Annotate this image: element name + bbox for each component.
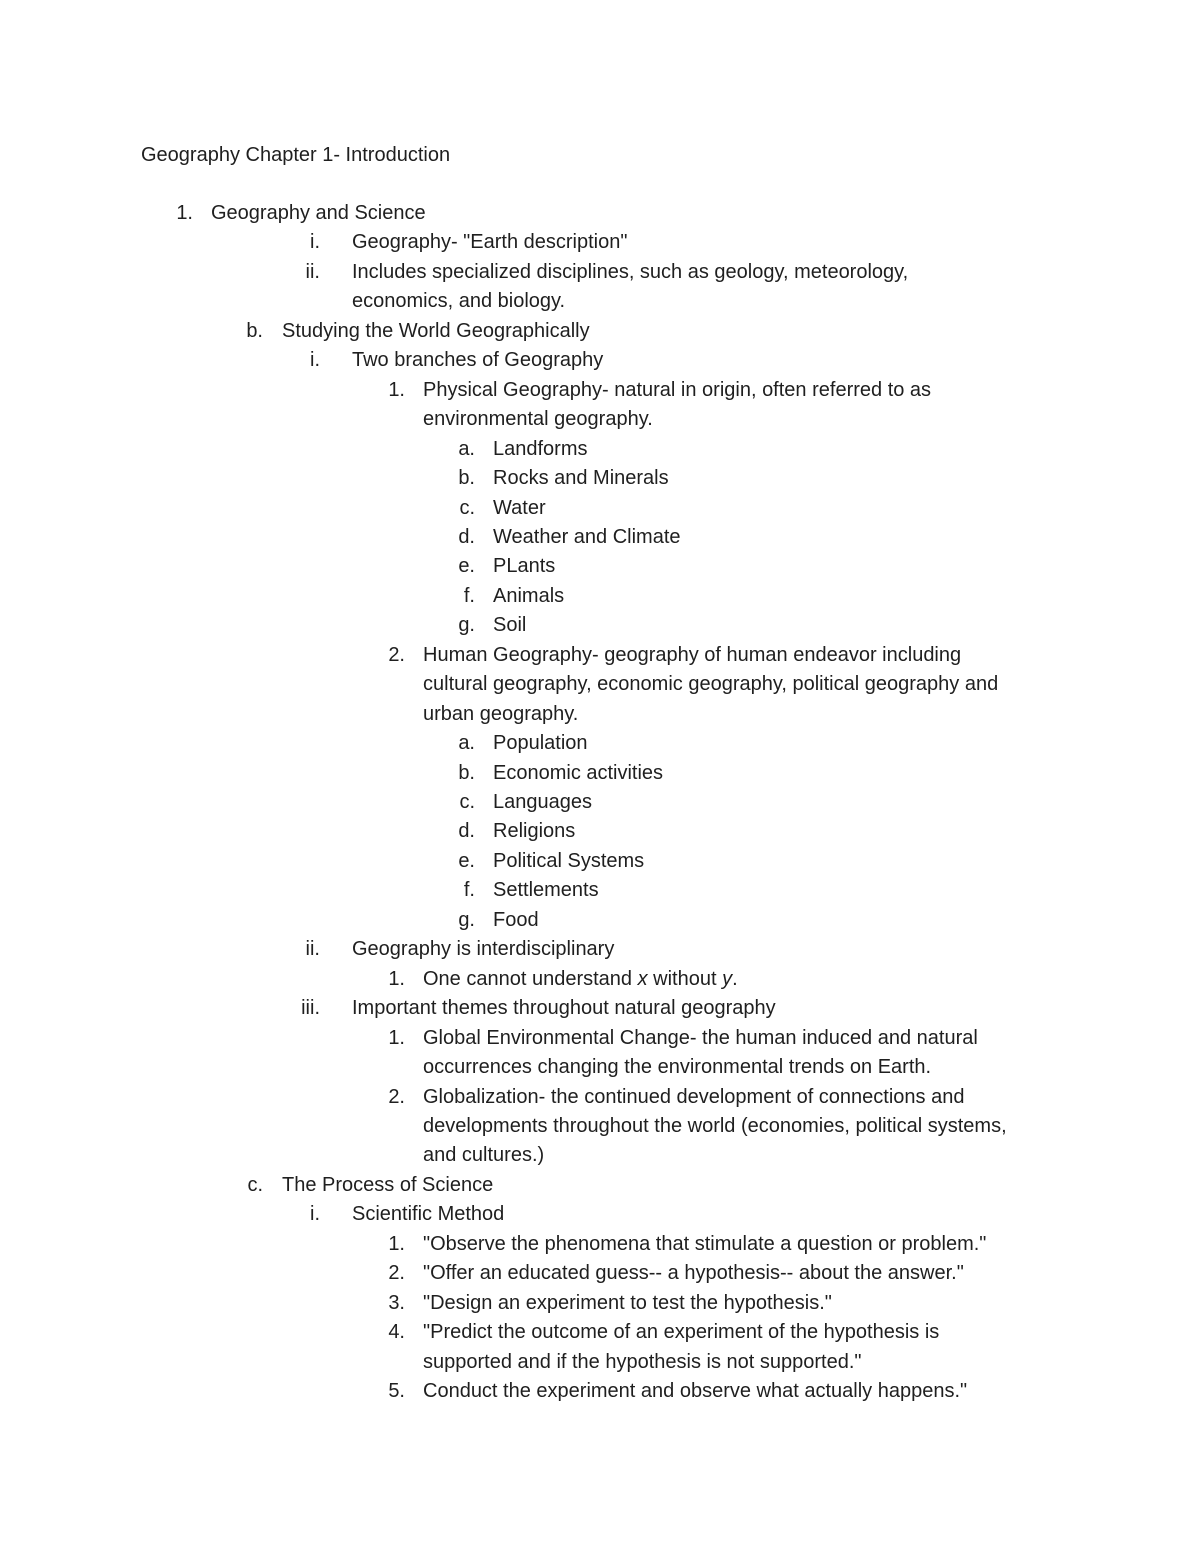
outline-line: [0, 1170, 1200, 1200]
outline-line: [0, 1111, 1200, 1141]
outline-line: [0, 316, 1200, 346]
outline-marker: 1.: [176, 202, 193, 224]
outline-line: [0, 1258, 1200, 1288]
outline-text: "Observe the phenomena that stimulate a question or problem.": [423, 1233, 987, 1255]
outline-text: occurrences changing the environmental trends on Earth.: [423, 1056, 932, 1078]
outline-text: Global Environmental Change- the human induced and natural: [423, 1027, 978, 1049]
outline-line: [0, 640, 1200, 670]
outline-line: [0, 934, 1200, 964]
outline-line: [0, 1229, 1200, 1259]
outline-line: [0, 993, 1200, 1023]
outline-marker: 1.: [388, 968, 405, 990]
outline-text: Studying the World Geographically: [282, 320, 590, 342]
text-segment: .: [732, 968, 738, 990]
outline-text: Geography and Science: [211, 202, 426, 224]
outline-line: [0, 1199, 1200, 1229]
outline-text: "Predict the outcome of an experiment of the hypothesis is: [423, 1321, 940, 1343]
outline-marker: d.: [458, 820, 475, 842]
outline-line: [0, 1082, 1200, 1112]
outline-marker: 2.: [388, 644, 405, 666]
outline-text: Political Systems: [493, 850, 645, 872]
outline-text: cultural geography, economic geography, political geography and: [423, 673, 999, 695]
outline-marker: i.: [310, 349, 320, 371]
outline-text: Population: [493, 732, 588, 754]
outline-marker: 2.: [388, 1086, 405, 1108]
outline-text: Religions: [493, 820, 576, 842]
text-segment: without: [647, 968, 723, 990]
outline-marker: 3.: [388, 1292, 405, 1314]
outline-line: [0, 610, 1200, 640]
outline-line: [0, 1023, 1200, 1053]
outline-text: "Offer an educated guess-- a hypothesis-- about the answer.": [423, 1262, 964, 1284]
outline-text: and cultures.): [423, 1144, 545, 1166]
outline-marker: ii.: [305, 261, 320, 283]
outline-marker: iii.: [301, 997, 320, 1019]
outline-marker: 1.: [388, 379, 405, 401]
italic-variable: x: [637, 968, 648, 990]
outline-marker: g.: [458, 614, 475, 636]
outline-marker: 1.: [388, 1027, 405, 1049]
outline-marker: a.: [458, 732, 475, 754]
outline-text: PLants: [493, 555, 556, 577]
outline-line: [0, 286, 1200, 316]
outline-line: [0, 846, 1200, 876]
outline-line: [0, 905, 1200, 935]
outline-text: Physical Geography- natural in origin, often referred to as: [423, 379, 932, 401]
outline-text: environmental geography.: [423, 408, 653, 430]
outline-marker: c.: [459, 791, 475, 813]
outline-line: [0, 257, 1200, 287]
outline-line: [0, 227, 1200, 257]
outline-text: Two branches of Geography: [352, 349, 604, 371]
outline-text: Water: [493, 497, 546, 519]
outline-line: [0, 434, 1200, 464]
outline-marker: d.: [458, 526, 475, 548]
outline-marker: 2.: [388, 1262, 405, 1284]
outline-line: [0, 875, 1200, 905]
outline-text: Economic activities: [493, 762, 664, 784]
italic-variable: y: [722, 968, 733, 990]
outline-text: Geography is interdisciplinary: [352, 938, 615, 960]
outline-text: The Process of Science: [282, 1174, 494, 1196]
outline-text: Food: [493, 909, 539, 931]
outline-marker: a.: [458, 438, 475, 460]
outline-text: economics, and biology.: [352, 290, 566, 312]
outline-text: Scientific Method: [352, 1203, 505, 1225]
outline-marker: i.: [310, 1203, 320, 1225]
outline-marker: 1.: [388, 1233, 405, 1255]
outline-line: [0, 198, 1200, 228]
outline-text: Important themes throughout natural geography: [352, 997, 776, 1019]
outline-text: Soil: [493, 614, 527, 636]
outline-line: [0, 522, 1200, 552]
outline-line: [0, 345, 1200, 375]
outline-marker: c.: [247, 1174, 263, 1196]
outline-marker: 4.: [388, 1321, 405, 1343]
outline-line: [0, 669, 1200, 699]
outline-text: Languages: [493, 791, 592, 813]
outline-line: [0, 1052, 1200, 1082]
outline-text: Includes specialized disciplines, such as geology, meteorology,: [352, 261, 909, 283]
outline-text: Rocks and Minerals: [493, 467, 669, 489]
outline-marker: b.: [246, 320, 263, 342]
outline-text: Human Geography- geography of human endeavor including: [423, 644, 962, 666]
outline-line: [0, 1347, 1200, 1377]
outline-line: [0, 699, 1200, 729]
outline-line: [0, 787, 1200, 817]
outline-text: developments throughout the world (economies, political systems,: [423, 1115, 1007, 1137]
text-segment: One cannot understand: [423, 968, 638, 990]
outline-text: Conduct the experiment and observe what actually happens.": [423, 1380, 968, 1402]
outline-line: [0, 1317, 1200, 1347]
outline-line: [0, 375, 1200, 405]
outline-text: supported and if the hypothesis is not supported.": [423, 1351, 862, 1373]
outline-text: Animals: [493, 585, 565, 607]
outline-text: [423, 964, 738, 994]
outline-marker: c.: [459, 497, 475, 519]
outline-line: [0, 581, 1200, 611]
outline-marker: f.: [463, 879, 475, 901]
outline-marker: e.: [458, 555, 475, 577]
outline-marker: e.: [458, 850, 475, 872]
outline-marker: b.: [458, 762, 475, 784]
outline-marker: b.: [458, 467, 475, 489]
outline-line: [0, 404, 1200, 434]
outline-line: [0, 1140, 1200, 1170]
outline-line: [0, 816, 1200, 846]
outline-line: [0, 1288, 1200, 1318]
outline-line: [0, 758, 1200, 788]
outline-text: urban geography.: [423, 703, 579, 725]
outline-marker: i.: [310, 231, 320, 253]
outline-line: [0, 1376, 1200, 1406]
outline-line: [0, 964, 1200, 994]
outline-line: [0, 493, 1200, 523]
outline-text: Landforms: [493, 438, 588, 460]
outline-marker: g.: [458, 909, 475, 931]
outline-text: Geography- "Earth description": [352, 231, 628, 253]
document-title: Geography Chapter 1- Introduction: [141, 144, 451, 166]
outline-line: [0, 463, 1200, 493]
outline-text: Globalization- the continued development of connections and: [423, 1086, 965, 1108]
outline-marker: ii.: [305, 938, 320, 960]
outline-text: "Design an experiment to test the hypothesis.": [423, 1292, 832, 1314]
outline-line: [0, 551, 1200, 581]
outline-text: Settlements: [493, 879, 599, 901]
outline-line: [0, 728, 1200, 758]
outline-text: Weather and Climate: [493, 526, 681, 548]
outline-marker: 5.: [388, 1380, 405, 1402]
outline-marker: f.: [463, 585, 475, 607]
